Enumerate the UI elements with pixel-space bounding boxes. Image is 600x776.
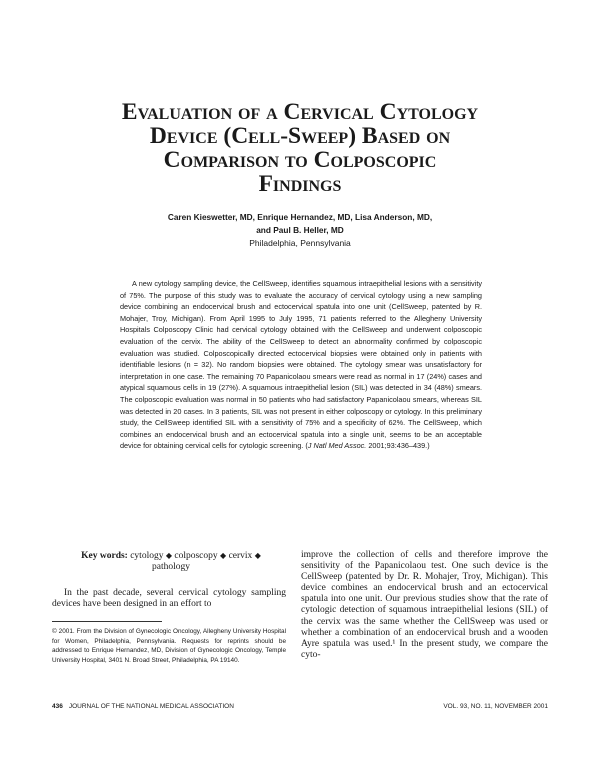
- footnote-text: © 2001. From the Division of Gynecologic Oncology, Allegheny University Hospital for Women, Philadelphia, Pennsylvania. Requests for reprints should be addressed to Enrique Hernandez, MD, Division of Gynecologic Oncology, Temple University Hospital, 3401 N. Broad Street, Philadelphia, PA 19140.: [52, 628, 286, 664]
- body-text: improve the collection of cells and therefore improve the sensitivity of the Papanicolaou test. One such device is the CellSweep (patented by Dr. R. Mohajer, Troy, Michigan). This device combines an endocervical brush and an ectocervical spatula into one unit. Our previous studies show that the rate of cytologic detection of squamous intraepithelial lesions (SIL) of the cervix was the same whether the CellSweep was used or whether a combination of an endocervical brush and a wooden Ayre spatula was used.¹ In the present study, we compare the cyto-: [301, 550, 548, 660]
- citation-journal: J Natl Med Assoc.: [307, 441, 367, 451]
- abstract-paragraph: A new cytology sampling device, the CellSweep, identifies squamous intraepithelial lesions with a sensitivity of 75%. The purpose of this study was to evaluate the accuracy of cervical cytology using a new sampling device combining an endocervical brush and ectocervical spatula into one unit (CellSweep, patented by R. Mohajer, Troy, Michigan). From April 1995 to July 1995, 71 patients referred to the Allegheny University Hospitals Colposcopy Clinic had cervical cytology obtained with the CellSweep and underwent colposcopic evaluation of the cervix. The ability of the CellSweep to detect an abnormality confirmed by colposcopic evaluation was studied. Colposcopically directed ectocervical biopsies were obtained only in patients with identifiable lesions (n = 32). No random biopsies were obtained. The cytology smear was unsatisfactory for interpretation in one case. The remaining 70 Papanicolaou smears were read as normal in 17 (24%) cases and atypical squamous cells in 19 (27%). A squamous intraepithelial lesion (SIL) was detected in 34 (48%) smears. The colposcopic evaluation was normal in 50 patients who had satisfactory Papanicolaou smears, whereas SIL was detected in 20 cases. In 3 patients, SIL was not present in either colposcopy or cytology. In this preliminary study, the CellSweep identified SIL with a sensitivity of 75% and a specificity of 62%. The CellSweep, which combines an endocervical brush and an ectocervical spatula into a single unit, seems to be an acceptable device for obtaining cervical cells for cytologic screening. (J Natl Med Assoc. 2001;93:436–439.): [120, 279, 482, 451]
- keyword: colposcopy: [174, 551, 218, 561]
- authors-line: and Paul B. Heller, MD: [256, 224, 344, 235]
- article-title: [60, 100, 540, 196]
- keyword: pathology: [152, 562, 190, 572]
- issue-info: VOL. 93, NO. 11, NOVEMBER 2001: [443, 703, 548, 710]
- journal-name: JOURNAL OF THE NATIONAL MEDICAL ASSOCIATION: [68, 703, 234, 710]
- keywords-label: Key words:: [81, 551, 128, 561]
- title-line: Device (Cell-Sweep) Based on: [149, 123, 451, 149]
- abstract: [120, 278, 482, 452]
- intro-text: In the past decade, several cervical cytology sampling devices have been designed in an effort to: [52, 588, 286, 610]
- diamond-separator-icon: ◆: [165, 551, 172, 560]
- abstract-text: A new cytology sampling device, the CellSweep, identifies squamous intraepithelial lesions with a sensitivity of 75%. The purpose of this study was to evaluate the accuracy of cervical cytology using a new sampling device combining an endocervical brush and ectocervical spatula into one unit (CellSweep, patented by R. Mohajer, Troy, Michigan). From April 1995 to July 1995, 71 patients referred to the Allegheny University Hospitals Colposcopy Clinic had cervical cytology obtained with the CellSweep and underwent colposcopic evaluation of the cervix. The ability of the CellSweep to detect an abnormality confirmed by colposcopic evaluation was studied. Colposcopically directed ectocervical biopsies were obtained only in patients with identifiable lesions (n = 32). No random biopsies were obtained. The cytology smear was unsatisfactory for interpretation in one case. The remaining 70 Papanicolaou smears were read as normal in 17 (24%) cases and atypical squamous cells in 19 (27%). A squamous intraepithelial lesion (SIL) was detected in 34 (48%) smears. The colposcopic evaluation was normal in 50 patients who had satisfactory Papanicolaou smears, whereas SIL was detected in 20 cases. In 3 patients, SIL was not present in either colposcopy or cytology. In this preliminary study, the CellSweep identified SIL with a sensitivity of 75% and a specificity of 62%. The CellSweep, which combines an endocervical brush and an ectocervical spatula into a single unit, seems to be an acceptable device for obtaining cervical cells for cytologic screening.: [120, 279, 482, 451]
- keywords: [60, 550, 282, 573]
- footer-left: [52, 702, 234, 711]
- citation-details: 2001;93:436–439.): [368, 441, 430, 451]
- authors-line: Caren Kieswetter, MD, Enrique Hernandez, MD, Lisa Anderson, MD,: [167, 212, 433, 222]
- author-location: Philadelphia, Pennsylvania: [249, 238, 351, 248]
- author-list: [60, 211, 540, 236]
- page-number: 436: [52, 703, 63, 710]
- body-column-right: [301, 550, 548, 661]
- intro-paragraph: [52, 588, 286, 610]
- diamond-separator-icon: ◆: [254, 551, 261, 560]
- keyword: cervix: [228, 551, 253, 561]
- footnote-divider: [52, 621, 162, 622]
- title-line: Comparison to Colposcopic: [163, 147, 437, 173]
- keyword: cytology: [130, 551, 164, 561]
- footnote: [52, 627, 286, 665]
- diamond-separator-icon: ◆: [220, 551, 227, 560]
- title-line: Evaluation of a Cervical Cytology: [121, 99, 479, 125]
- title-line: Findings: [258, 171, 342, 197]
